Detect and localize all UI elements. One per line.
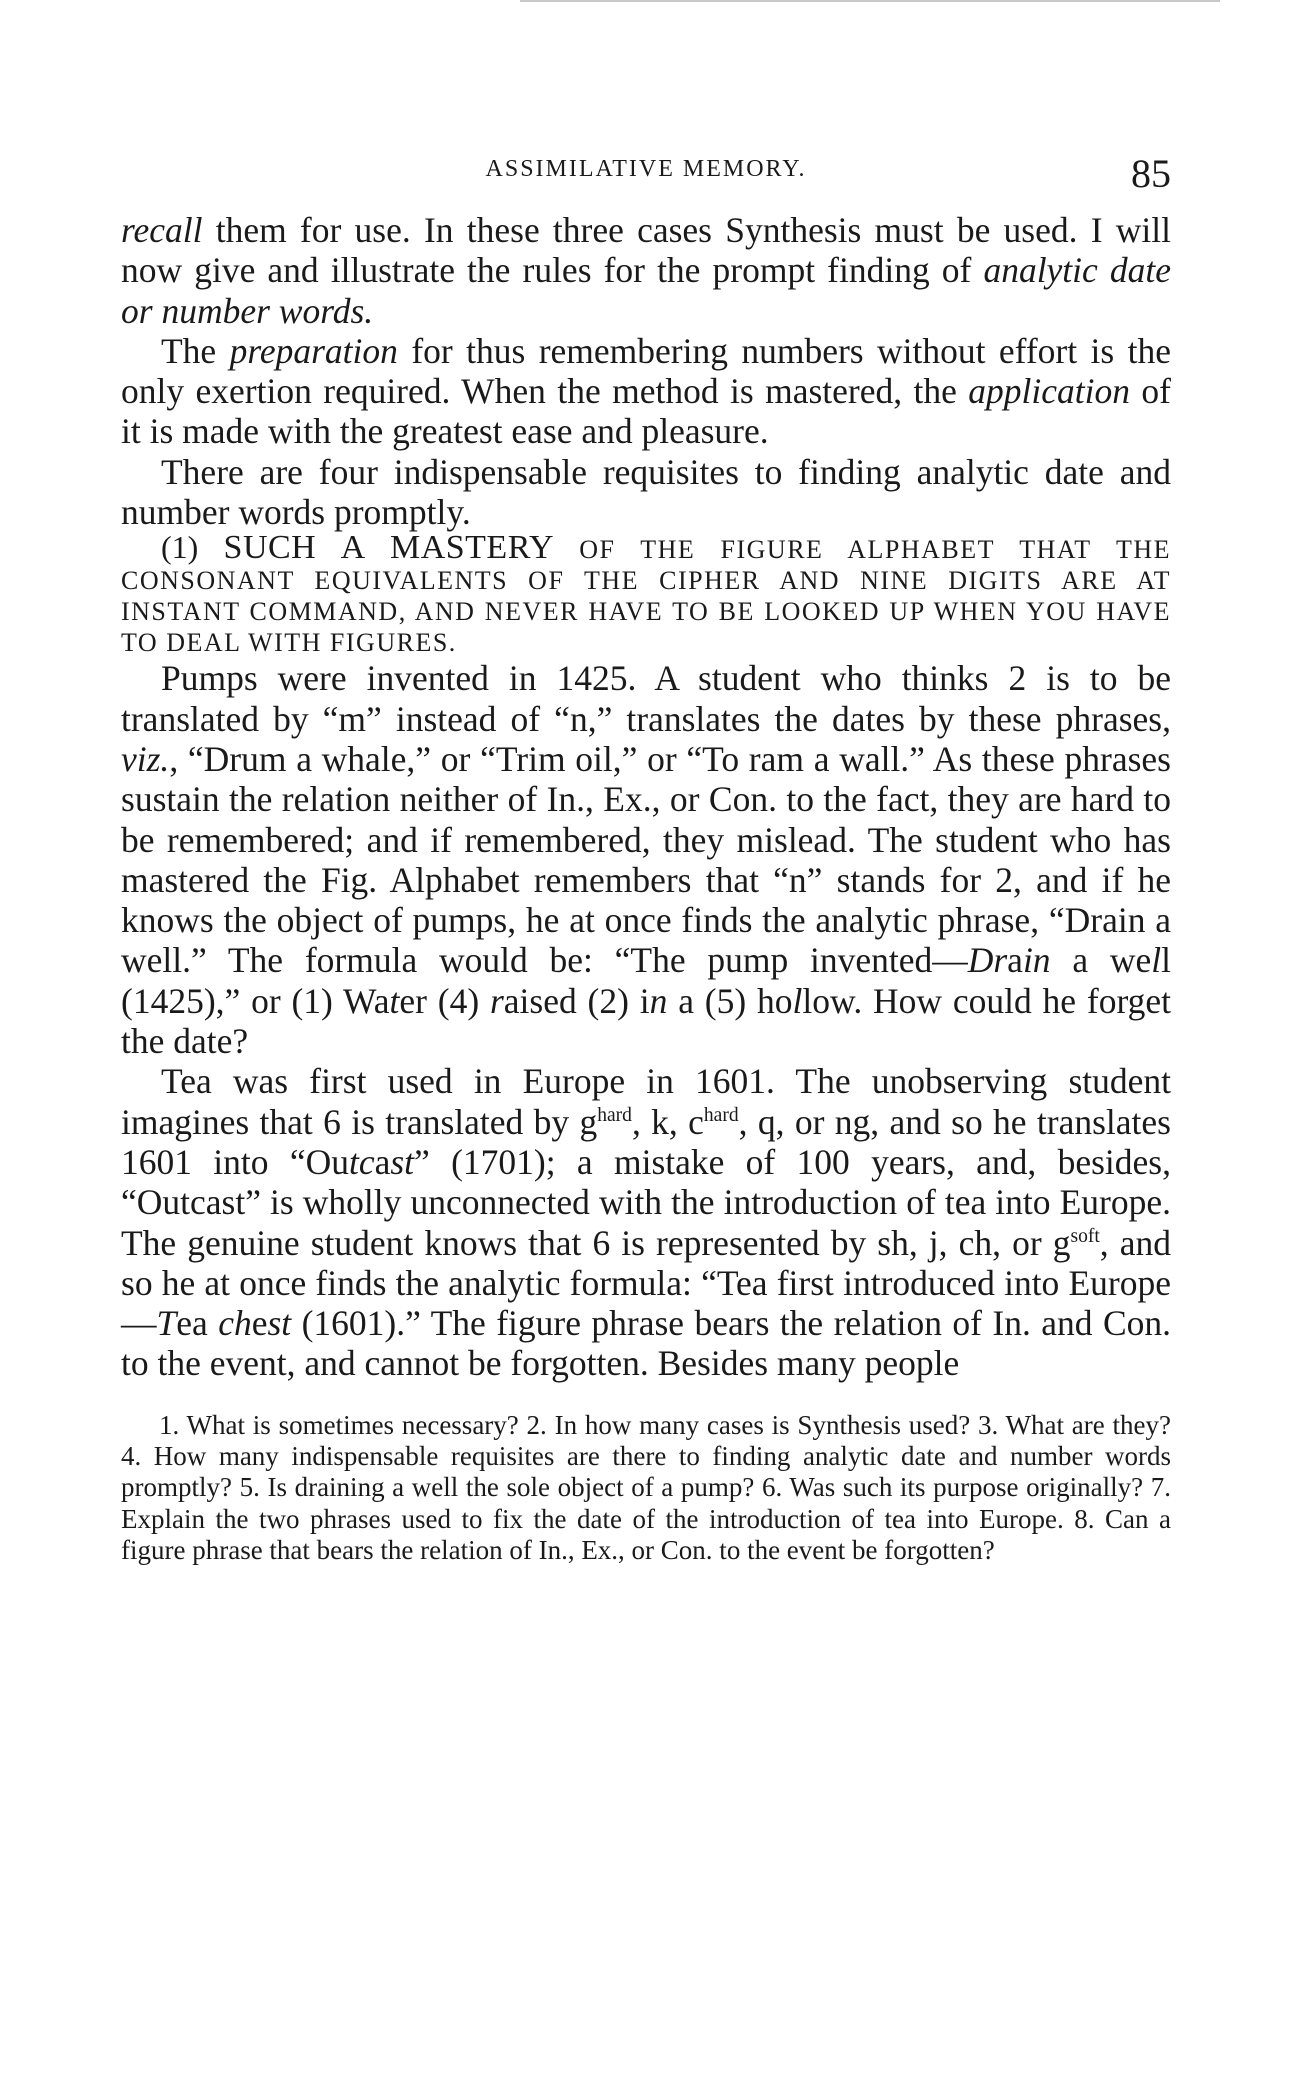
superscript: hard [597, 1104, 632, 1126]
book-page [121, 150, 1171, 1566]
text-run: for thus remembering numbers without effort is the only exertion required. When the method is mastered, the [121, 330, 1171, 412]
text-run: aised (2) i [503, 980, 650, 1021]
text-run: a [1007, 940, 1023, 981]
text-run: a (5) ho [667, 980, 793, 1021]
requisite-lead: SUCH A MASTERY [223, 529, 555, 567]
paragraph-pumps [121, 658, 1171, 1061]
italic-text: st [390, 1141, 415, 1182]
requisite-text: OF THE FIGURE ALPHABET THAT THE CONSONANT EQUIVALENTS OF THE CIPHER AND NINE DIGITS ARE AT INSTANT COMMAND, AND NEVER HAVE TO BE LOOKED UP WHEN YOU HAVE TO DEAL WITH FIGURES. [121, 535, 1172, 658]
paragraph-3 [121, 452, 1171, 533]
text-run: er (4) [399, 980, 490, 1021]
superscript: hard [703, 1104, 739, 1126]
italic-text: preparation [229, 330, 398, 371]
text-run: , q, or ng, and so he translates 1601 into “Ou [121, 1101, 1171, 1182]
italic-text: Dr [967, 940, 1008, 981]
text-run: Pumps were invented in 1425. A student who thinks 2 is to be translated by “m” instead of “n,” translates the dates by these phrases, [121, 658, 1171, 739]
paragraph-tea [121, 1061, 1171, 1383]
text-run: of it is made with the greatest ease and pleasure. [121, 371, 1171, 452]
study-questions [121, 1410, 1171, 1566]
italic-text: viz. [121, 738, 170, 779]
italic-text: application [968, 371, 1131, 412]
italic-text: t [389, 980, 400, 1021]
requisite-1-paragraph [121, 529, 1172, 658]
text-run: Tea was first used in Europe in 1601. The unobserving student imagines that 6 is translated by g [121, 1061, 1171, 1142]
paragraph-1 [121, 210, 1171, 331]
running-head [121, 150, 1171, 200]
italic-text: l [1151, 940, 1162, 981]
italic-text: tc [348, 1141, 375, 1182]
text-run: There are four indispensable requisites to finding analytic date and number words promptly. [121, 451, 1171, 533]
text-run: them for use. In these three cases Synthesis must be used. I will now give and illustrate the rules for the prompt finding of [121, 210, 1171, 291]
text-run: l (1425),” or (1) Wa [121, 940, 1171, 1021]
text-run: a [374, 1141, 391, 1182]
text-run: (1601).” The figure phrase bears the relation of In. and Con. to the event, and cannot be forgotten. Besides many people [121, 1303, 1172, 1384]
italic-text: in [1022, 940, 1051, 981]
text-run: ” (1701); a mistake of 100 years, and, besides, “Outcast” is wholly unconnected with the introduction of tea into Europe. The genuine student knows that 6 is represented by sh, j, ch, or g [121, 1141, 1171, 1263]
italic-text: n [649, 980, 668, 1021]
text-run: low. How could he forget the date? [121, 980, 1171, 1062]
italic-text: st [267, 1303, 292, 1344]
body-text [121, 210, 1171, 1384]
text-run: a we [1050, 940, 1152, 981]
text-run: The [161, 330, 230, 371]
text-run: , k, c [631, 1101, 704, 1142]
study-questions-text: 1. What is sometimes necessary? 2. In how many cases is Synthesis used? 3. What are they? 4. How many indispensable requisites are there to finding analytic date and number words promptly? 5. Is draining a well the sole object of a pump? 6. Was such its purpose originally? 7. Explain the two phrases used to fix the date of the introduction of tea into Europe. 8. Can a figure phrase that bears the relation of In., Ex., or Con. to the event be forgotten? [121, 1409, 1171, 1565]
requisite-number: (1) [161, 529, 199, 566]
running-title: ASSIMILATIVE MEMORY. [485, 156, 807, 182]
italic-text: r [489, 980, 504, 1021]
page-edge-rule [520, 0, 1220, 2]
italic-text: l [792, 980, 803, 1021]
page-number: 85 [1131, 151, 1171, 196]
text-run: , “Drum a whale,” or “Trim oil,” or “To ram a wall.” As these phrases sustain the relation neither of In., Ex., or Con. to the fact, they are hard to be remembered; and if remembered, they mislead. The student who has mastered the Fig. Alphabet remembers that “n” stands for 2, and if he knows the object of pumps, he at once finds the analytic phrase, “Drain a well.” The formula would be: “The pump invented— [121, 738, 1171, 981]
italic-text: recall [121, 210, 203, 250]
italic-text: T [156, 1303, 177, 1344]
text-run: , and so he at once finds the analytic formula: “Tea first introduced into Europe— [121, 1222, 1171, 1344]
italic-text: analytic date or number words. [121, 250, 1171, 331]
superscript: soft [1070, 1225, 1100, 1247]
text-run: ea [176, 1303, 219, 1344]
paragraph-2 [121, 331, 1171, 452]
text-run: e [251, 1303, 268, 1344]
italic-text: ch [218, 1303, 252, 1344]
